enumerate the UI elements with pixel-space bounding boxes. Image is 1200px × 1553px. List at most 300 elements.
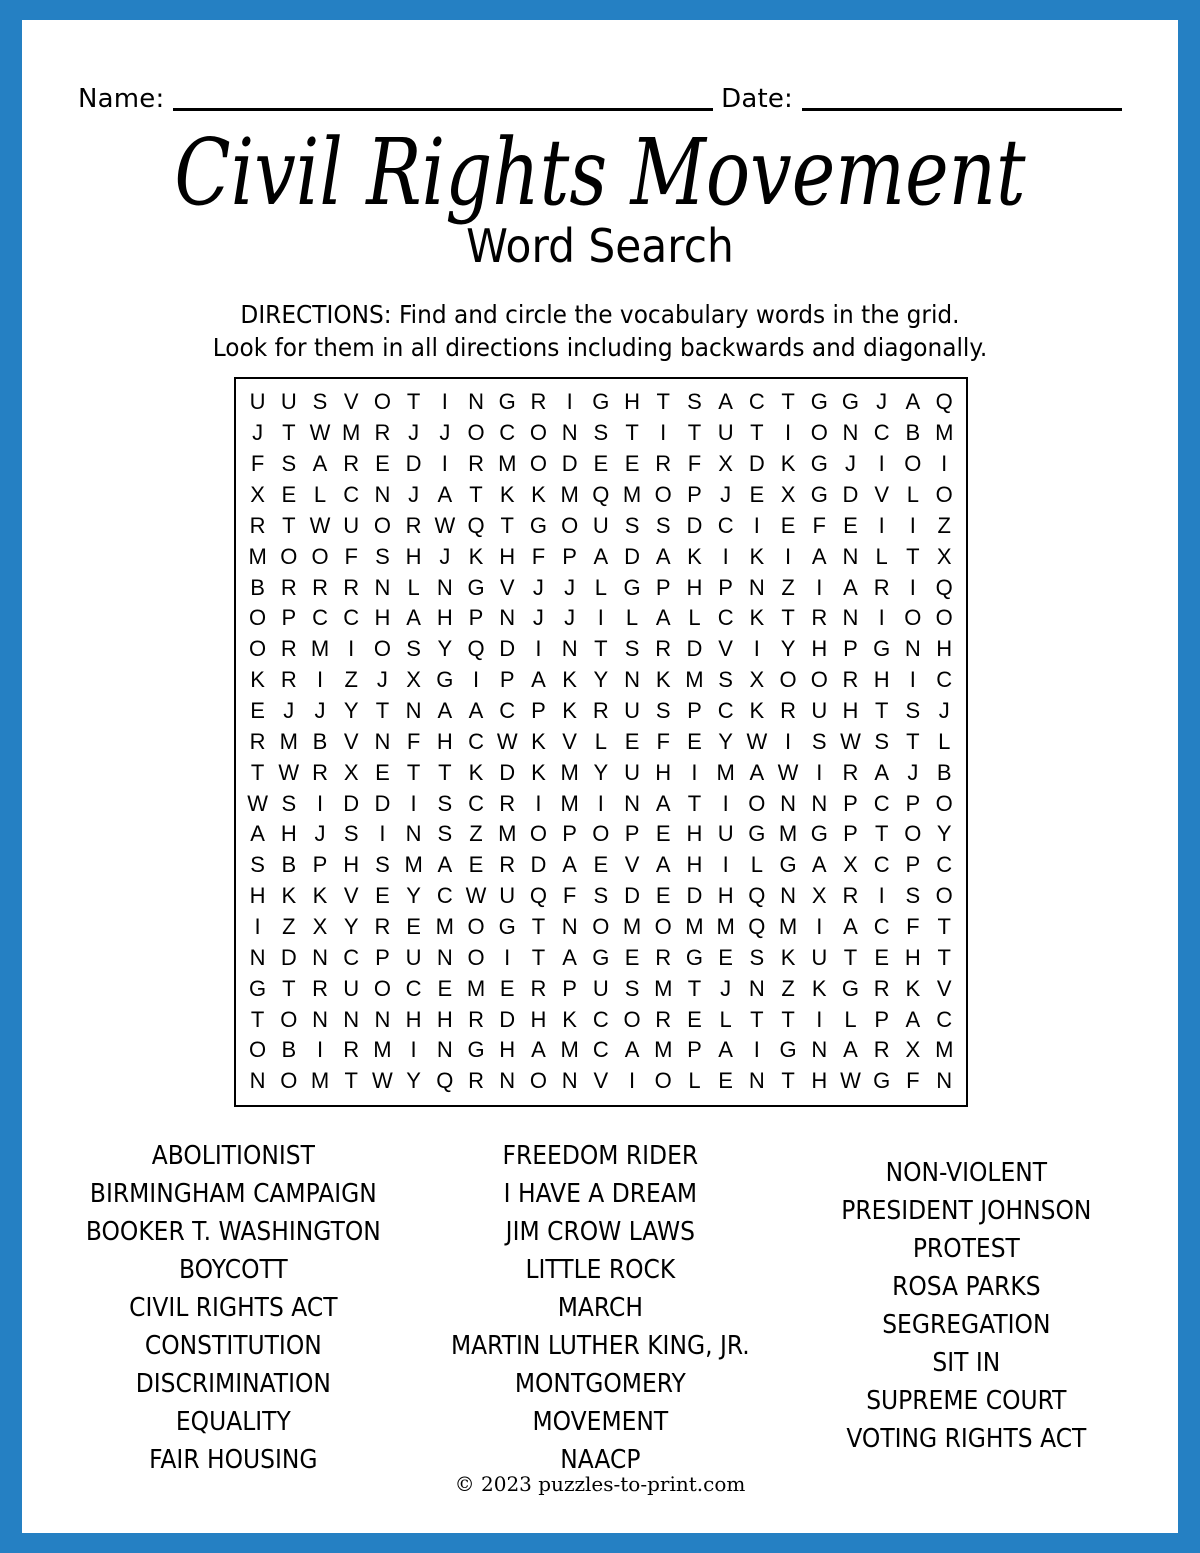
grid-cell[interactable]: N	[374, 728, 391, 754]
grid-cell[interactable]: G	[748, 821, 766, 847]
grid-cell[interactable]: C	[343, 944, 360, 970]
grid-cell[interactable]: R	[343, 451, 360, 477]
grid-cell[interactable]: P	[312, 852, 328, 878]
grid-cell[interactable]: T	[656, 389, 670, 415]
grid-cell[interactable]: M	[310, 1068, 330, 1094]
grid-cell[interactable]: K	[531, 759, 546, 785]
grid-cell[interactable]: S	[874, 728, 889, 754]
grid-cell[interactable]: C	[936, 1006, 953, 1032]
grid-cell[interactable]: X	[843, 852, 858, 878]
grid-cell[interactable]: P	[468, 605, 484, 631]
grid-cell[interactable]: H	[499, 543, 516, 569]
grid-cell[interactable]: N	[499, 605, 516, 631]
grid-cell[interactable]: P	[905, 790, 921, 816]
grid-cell[interactable]: V	[343, 883, 359, 909]
grid-cell[interactable]: L	[750, 852, 763, 878]
word-list-item[interactable]: NON-VIOLENT	[885, 1158, 1048, 1188]
grid-cell[interactable]: G	[529, 512, 547, 538]
grid-cell[interactable]: F	[250, 451, 265, 477]
grid-cell[interactable]: N	[624, 790, 640, 816]
grid-cell[interactable]: M	[685, 914, 704, 940]
grid-cell[interactable]: I	[816, 914, 823, 940]
grid-cell[interactable]: X	[250, 482, 265, 507]
grid-cell[interactable]: R	[499, 790, 516, 816]
grid-cell[interactable]: M	[560, 759, 579, 785]
grid-cell[interactable]: R	[873, 1037, 890, 1063]
grid-cell[interactable]: J	[532, 605, 544, 631]
grid-cell[interactable]: W	[278, 759, 300, 785]
grid-cell[interactable]: G	[810, 482, 828, 507]
grid-cell[interactable]: N	[374, 482, 391, 507]
word-list-item[interactable]: MARTIN LUTHER KING, JR.	[450, 1330, 750, 1361]
grid-cell[interactable]: G	[873, 636, 891, 662]
grid-cell[interactable]: O	[904, 605, 922, 631]
grid-cell[interactable]: J	[844, 451, 856, 477]
grid-cell[interactable]: V	[593, 1068, 609, 1094]
grid-cell[interactable]: B	[905, 420, 921, 446]
grid-cell[interactable]: J	[283, 698, 295, 724]
grid-cell[interactable]: M	[778, 914, 798, 940]
grid-cell[interactable]: D	[280, 944, 297, 970]
grid-cell[interactable]: S	[593, 420, 609, 446]
grid-cell[interactable]: B	[936, 759, 952, 785]
grid-cell[interactable]: W	[309, 512, 331, 538]
grid-cell[interactable]: G	[467, 574, 485, 600]
grid-cell[interactable]: T	[937, 914, 951, 940]
grid-cell[interactable]: T	[438, 759, 452, 785]
grid-cell[interactable]: I	[504, 944, 511, 970]
grid-cell[interactable]: R	[374, 914, 391, 940]
grid-cell[interactable]: Y	[593, 667, 609, 693]
grid-cell[interactable]: T	[282, 975, 296, 1001]
grid-cell[interactable]: A	[655, 543, 671, 569]
grid-cell[interactable]: I	[878, 605, 885, 631]
grid-cell[interactable]: M	[716, 914, 735, 940]
grid-cell[interactable]: T	[344, 1068, 358, 1094]
grid-cell[interactable]: S	[312, 389, 328, 415]
grid-cell[interactable]: V	[343, 728, 359, 754]
grid-cell[interactable]: K	[531, 482, 546, 507]
grid-cell[interactable]: A	[531, 1037, 546, 1063]
grid-cell[interactable]: Q	[748, 914, 766, 940]
grid-cell[interactable]: M	[560, 1037, 579, 1063]
grid-cell[interactable]: W	[496, 728, 518, 754]
grid-cell[interactable]: A	[718, 389, 733, 415]
grid-cell[interactable]: U	[717, 821, 734, 847]
grid-cell[interactable]: T	[781, 1006, 795, 1032]
grid-cell[interactable]: G	[436, 667, 454, 693]
grid-cell[interactable]: T	[594, 636, 608, 662]
grid-cell[interactable]: R	[405, 512, 422, 538]
grid-cell[interactable]: S	[687, 389, 702, 415]
grid-cell[interactable]: M	[435, 914, 454, 940]
grid-cell[interactable]: I	[816, 759, 823, 785]
grid-cell[interactable]: N	[436, 944, 453, 970]
word-list-item[interactable]: BIRMINGHAM CAMPAIGN	[89, 1178, 377, 1209]
grid-cell[interactable]: O	[592, 914, 610, 940]
grid-cell[interactable]: O	[249, 605, 267, 631]
grid-cell[interactable]: A	[312, 451, 328, 477]
word-list-item[interactable]: PROTEST	[913, 1233, 1021, 1264]
grid-cell[interactable]: P	[687, 482, 702, 507]
grid-cell[interactable]: M	[404, 852, 423, 878]
grid-cell[interactable]: S	[437, 821, 453, 847]
grid-cell[interactable]: F	[906, 1068, 920, 1094]
grid-cell[interactable]: T	[531, 914, 546, 940]
grid-cell[interactable]: N	[436, 574, 453, 600]
grid-cell[interactable]: Y	[343, 698, 359, 724]
grid-cell[interactable]: A	[250, 821, 265, 847]
grid-cell[interactable]: R	[374, 420, 391, 446]
grid-cell[interactable]: F	[406, 728, 421, 754]
grid-cell[interactable]: R	[280, 574, 297, 600]
grid-cell[interactable]: T	[406, 759, 421, 785]
grid-cell[interactable]: C	[343, 605, 360, 631]
grid-cell[interactable]: T	[469, 482, 483, 507]
grid-cell[interactable]: M	[466, 975, 486, 1001]
grid-cell[interactable]: K	[749, 543, 765, 569]
grid-cell[interactable]: S	[718, 667, 733, 693]
grid-cell[interactable]: R	[873, 574, 890, 600]
grid-cell[interactable]: L	[407, 574, 420, 600]
grid-cell[interactable]: O	[810, 667, 828, 693]
grid-cell[interactable]: N	[842, 605, 859, 631]
grid-cell[interactable]: H	[717, 883, 734, 909]
grid-cell[interactable]: L	[688, 1068, 701, 1094]
word-list-item[interactable]: BOOKER T. WASHINGTON	[85, 1216, 381, 1247]
word-list-item[interactable]: MONTGOMERY	[514, 1368, 686, 1399]
grid-cell[interactable]: T	[937, 944, 951, 970]
grid-cell[interactable]: B	[281, 852, 297, 878]
grid-cell[interactable]: T	[750, 1006, 764, 1032]
grid-cell[interactable]: H	[811, 1068, 828, 1094]
grid-cell[interactable]: E	[874, 944, 889, 970]
grid-cell[interactable]: N	[748, 574, 765, 600]
grid-cell[interactable]: W	[309, 420, 331, 446]
grid-cell[interactable]: O	[311, 543, 329, 569]
grid-cell[interactable]: K	[749, 605, 765, 631]
grid-cell[interactable]: T	[625, 420, 639, 446]
grid-cell[interactable]: I	[316, 790, 324, 816]
grid-cell[interactable]: X	[406, 667, 421, 693]
grid-cell[interactable]: Z	[937, 512, 951, 538]
word-list-item[interactable]: NAACP	[559, 1444, 641, 1475]
grid-cell[interactable]: C	[748, 389, 765, 415]
grid-cell[interactable]: A	[749, 759, 765, 785]
grid-cell[interactable]: V	[624, 852, 640, 878]
grid-cell[interactable]: I	[535, 636, 542, 662]
grid-cell[interactable]: I	[254, 914, 261, 940]
grid-cell[interactable]: K	[780, 944, 796, 970]
grid-cell[interactable]: K	[655, 667, 671, 693]
grid-cell[interactable]: I	[878, 451, 885, 477]
grid-cell[interactable]: C	[717, 605, 734, 631]
grid-cell[interactable]: O	[810, 420, 828, 446]
grid-cell[interactable]: J	[439, 543, 451, 569]
grid-cell[interactable]: X	[749, 667, 765, 693]
grid-cell[interactable]: I	[379, 821, 386, 847]
grid-cell[interactable]: G	[810, 821, 828, 847]
grid-cell[interactable]: C	[936, 852, 953, 878]
grid-cell[interactable]: D	[748, 451, 765, 477]
grid-cell[interactable]: H	[873, 667, 890, 693]
grid-cell[interactable]: O	[529, 420, 547, 446]
grid-cell[interactable]: G	[841, 389, 860, 415]
grid-cell[interactable]: D	[499, 636, 516, 662]
grid-cell[interactable]: N	[312, 1006, 328, 1032]
grid-cell[interactable]: N	[624, 667, 640, 693]
grid-cell[interactable]: H	[686, 852, 703, 878]
grid-cell[interactable]: M	[716, 759, 735, 785]
grid-cell[interactable]: E	[843, 512, 858, 538]
grid-cell[interactable]: D	[686, 512, 703, 538]
grid-cell[interactable]: R	[249, 728, 266, 754]
grid-cell[interactable]: K	[250, 667, 265, 693]
grid-cell[interactable]: O	[654, 1068, 672, 1094]
grid-cell[interactable]: T	[750, 420, 764, 446]
grid-cell[interactable]: K	[468, 759, 484, 785]
grid-cell[interactable]: S	[406, 636, 421, 662]
grid-cell[interactable]: S	[655, 698, 671, 724]
word-list-item[interactable]: FAIR HOUSING	[149, 1444, 318, 1475]
grid-cell[interactable]: Q	[467, 512, 485, 538]
grid-cell[interactable]: I	[784, 728, 792, 754]
grid-cell[interactable]: L	[906, 482, 919, 507]
grid-cell[interactable]: I	[941, 451, 948, 477]
grid-cell[interactable]: U	[592, 512, 609, 538]
grid-cell[interactable]: J	[907, 759, 919, 785]
grid-cell[interactable]: U	[624, 698, 640, 724]
grid-cell[interactable]: T	[874, 821, 889, 847]
grid-cell[interactable]: U	[624, 759, 640, 785]
grid-cell[interactable]: W	[840, 1068, 861, 1094]
grid-cell[interactable]: O	[373, 512, 391, 538]
grid-cell[interactable]: N	[748, 1068, 765, 1094]
grid-cell[interactable]: M	[248, 543, 267, 569]
grid-cell[interactable]: A	[905, 1006, 921, 1032]
grid-cell[interactable]: J	[564, 574, 576, 600]
grid-cell[interactable]: E	[250, 698, 265, 724]
grid-cell[interactable]: W	[777, 759, 799, 785]
grid-cell[interactable]: I	[691, 759, 698, 785]
grid-cell[interactable]: I	[316, 1037, 324, 1063]
grid-cell[interactable]: T	[687, 790, 702, 816]
grid-cell[interactable]: L	[875, 543, 888, 569]
grid-cell[interactable]: W	[372, 1068, 393, 1094]
grid-cell[interactable]: P	[562, 543, 577, 569]
grid-cell[interactable]: E	[624, 451, 640, 477]
grid-cell[interactable]: M	[622, 482, 642, 507]
grid-cell[interactable]: G	[685, 944, 703, 970]
grid-cell[interactable]: U	[717, 420, 734, 446]
grid-cell[interactable]: H	[936, 636, 953, 662]
grid-cell[interactable]: I	[410, 790, 417, 816]
grid-cell[interactable]: N	[374, 1006, 391, 1032]
grid-cell[interactable]: S	[593, 883, 609, 909]
grid-cell[interactable]: O	[529, 821, 547, 847]
grid-cell[interactable]: L	[313, 482, 327, 507]
grid-cell[interactable]: I	[722, 790, 729, 816]
grid-cell[interactable]: K	[531, 728, 546, 754]
grid-cell[interactable]: O	[654, 482, 672, 507]
grid-cell[interactable]: H	[842, 698, 859, 724]
grid-cell[interactable]: P	[281, 605, 297, 631]
grid-cell[interactable]: T	[531, 944, 546, 970]
grid-cell[interactable]: I	[316, 667, 324, 693]
grid-cell[interactable]: N	[811, 790, 828, 816]
grid-cell[interactable]: B	[281, 1037, 297, 1063]
grid-cell[interactable]: P	[718, 574, 733, 600]
word-list-item[interactable]: PRESIDENT JOHNSON	[841, 1195, 1092, 1226]
grid-cell[interactable]: J	[938, 698, 950, 724]
grid-cell[interactable]: E	[718, 1068, 733, 1094]
grid-cell[interactable]: G	[779, 1037, 797, 1063]
grid-cell[interactable]: R	[842, 667, 859, 693]
grid-cell[interactable]: E	[687, 1006, 702, 1032]
grid-cell[interactable]: D	[624, 543, 640, 569]
grid-cell[interactable]: H	[280, 821, 297, 847]
grid-cell[interactable]: A	[843, 914, 858, 940]
grid-cell[interactable]: C	[405, 975, 422, 1001]
grid-cell[interactable]: O	[249, 1037, 267, 1063]
grid-cell[interactable]: U	[405, 944, 422, 970]
grid-cell[interactable]: W	[840, 728, 861, 754]
grid-cell[interactable]: I	[660, 420, 667, 446]
grid-cell[interactable]: A	[406, 605, 421, 631]
grid-cell[interactable]: A	[843, 1037, 858, 1063]
grid-cell[interactable]: C	[343, 482, 360, 507]
grid-cell[interactable]: F	[906, 914, 920, 940]
grid-cell[interactable]: T	[781, 1068, 795, 1094]
grid-cell[interactable]: I	[753, 512, 760, 538]
word-list-item[interactable]: FREEDOM RIDER	[502, 1141, 698, 1171]
grid-cell[interactable]: U	[343, 975, 360, 1001]
word-list-item[interactable]: CIVIL RIGHTS ACT	[129, 1292, 338, 1323]
grid-cell[interactable]: N	[936, 1068, 953, 1094]
grid-cell[interactable]: K	[312, 883, 328, 909]
grid-cell[interactable]: H	[655, 759, 672, 785]
grid-cell[interactable]: I	[722, 543, 729, 569]
grid-cell[interactable]: A	[562, 944, 577, 970]
grid-cell[interactable]: A	[718, 1037, 733, 1063]
grid-cell[interactable]: N	[436, 1037, 453, 1063]
grid-cell[interactable]: X	[343, 759, 359, 785]
grid-cell[interactable]: J	[439, 420, 451, 446]
grid-cell[interactable]: O	[373, 389, 391, 415]
grid-cell[interactable]: R	[592, 698, 609, 724]
grid-cell[interactable]: S	[811, 728, 827, 754]
grid-cell[interactable]: C	[873, 852, 890, 878]
grid-cell[interactable]: W	[746, 728, 768, 754]
grid-cell[interactable]: P	[843, 821, 858, 847]
grid-cell[interactable]: E	[780, 512, 796, 538]
grid-cell[interactable]: K	[562, 698, 577, 724]
word-list-item[interactable]: JIM CROW LAWS	[505, 1216, 695, 1247]
grid-cell[interactable]: A	[468, 698, 484, 724]
grid-cell[interactable]: H	[405, 1006, 422, 1032]
grid-cell[interactable]: I	[753, 636, 760, 662]
grid-cell[interactable]: A	[624, 1037, 640, 1063]
word-list-item[interactable]: I HAVE A DREAM	[503, 1178, 697, 1209]
grid-cell[interactable]: V	[718, 636, 733, 662]
grid-cell[interactable]: R	[873, 975, 890, 1001]
grid-cell[interactable]: N	[904, 636, 921, 662]
grid-cell[interactable]: K	[499, 482, 515, 507]
grid-cell[interactable]: P	[874, 1006, 889, 1032]
grid-cell[interactable]: M	[778, 821, 798, 847]
grid-cell[interactable]: R	[842, 759, 859, 785]
grid-cell[interactable]: C	[873, 914, 890, 940]
grid-cell[interactable]: P	[562, 821, 577, 847]
grid-cell[interactable]: N	[312, 944, 328, 970]
grid-cell[interactable]: R	[249, 512, 266, 538]
grid-cell[interactable]: C	[592, 1037, 609, 1063]
word-search-grid[interactable]	[234, 377, 968, 1107]
grid-cell[interactable]: Z	[781, 574, 795, 600]
grid-cell[interactable]: K	[811, 975, 827, 1001]
grid-cell[interactable]: E	[624, 944, 640, 970]
grid-cell[interactable]: T	[406, 389, 421, 415]
grid-cell[interactable]: J	[720, 482, 732, 507]
grid-cell[interactable]: T	[500, 512, 514, 538]
grid-cell[interactable]: O	[249, 636, 267, 662]
word-list-item[interactable]: DISCRIMINATION	[135, 1368, 331, 1399]
grid-cell[interactable]: E	[749, 482, 765, 507]
grid-cell[interactable]: S	[281, 790, 297, 816]
grid-cell[interactable]: C	[936, 667, 953, 693]
grid-cell[interactable]: G	[467, 1037, 485, 1063]
grid-cell[interactable]: I	[597, 790, 604, 816]
grid-cell[interactable]: A	[874, 759, 889, 785]
grid-cell[interactable]: G	[810, 451, 828, 477]
grid-cell[interactable]: C	[468, 728, 484, 754]
grid-cell[interactable]: P	[624, 821, 640, 847]
grid-cell[interactable]: P	[655, 574, 671, 600]
grid-cell[interactable]: D	[499, 1006, 516, 1032]
grid-cell[interactable]: A	[437, 482, 453, 507]
grid-cell[interactable]: A	[562, 852, 577, 878]
grid-cell[interactable]: F	[562, 883, 577, 909]
grid-cell[interactable]: Z	[282, 914, 296, 940]
grid-cell[interactable]: R	[312, 759, 328, 785]
grid-cell[interactable]: F	[687, 451, 702, 477]
grid-cell[interactable]: P	[843, 636, 858, 662]
grid-cell[interactable]: T	[781, 605, 795, 631]
word-list-item[interactable]: ROSA PARKS	[892, 1271, 1041, 1302]
grid-cell[interactable]: S	[250, 852, 265, 878]
grid-cell[interactable]: R	[780, 698, 796, 724]
grid-cell[interactable]: R	[530, 975, 547, 1001]
grid-cell[interactable]: H	[436, 1006, 453, 1032]
grid-cell[interactable]: O	[904, 451, 922, 477]
grid-cell[interactable]: R	[343, 574, 360, 600]
grid-cell[interactable]: G	[873, 1068, 891, 1094]
grid-cell[interactable]: E	[718, 944, 733, 970]
grid-cell[interactable]: I	[348, 636, 355, 662]
grid-cell[interactable]: P	[843, 790, 858, 816]
grid-cell[interactable]: Z	[344, 667, 358, 693]
grid-cell[interactable]: Q	[935, 389, 953, 415]
word-list-item[interactable]: MOVEMENT	[532, 1406, 668, 1437]
grid-cell[interactable]: U	[592, 975, 609, 1001]
grid-cell[interactable]: H	[499, 1037, 516, 1063]
grid-cell[interactable]: M	[622, 914, 642, 940]
grid-cell[interactable]: T	[282, 512, 296, 538]
grid-cell[interactable]: D	[343, 790, 360, 816]
grid-cell[interactable]: C	[873, 790, 890, 816]
grid-cell[interactable]: R	[530, 389, 547, 415]
grid-cell[interactable]: X	[936, 543, 952, 569]
